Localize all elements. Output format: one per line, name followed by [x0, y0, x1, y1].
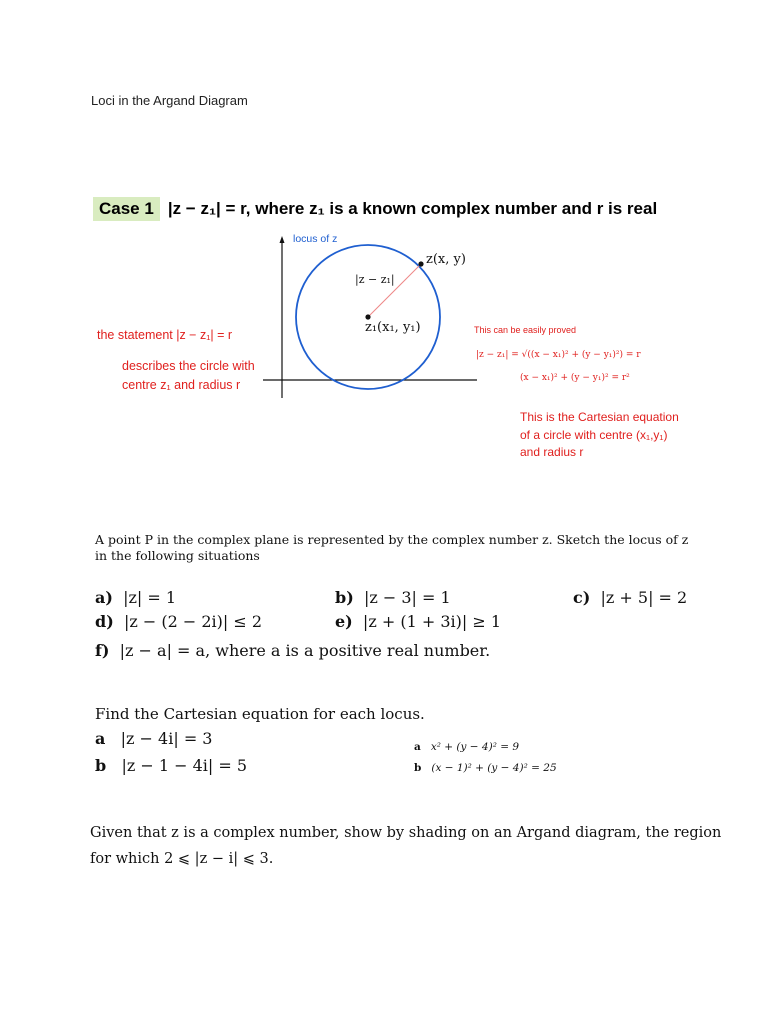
centre-point: [365, 314, 370, 319]
answer-expr: x² + (y − 4)² = 9: [430, 741, 520, 753]
answer-b: [414, 762, 557, 774]
answer-label: a: [414, 741, 421, 753]
question3-text: Given that z is a complex number, show by shading on an Argand diagram, the region for which 2 ⩽ |z − i| ⩽ 3.: [90, 825, 722, 867]
part-expr: |z + (1 + 3i)| ≥ 1: [362, 612, 502, 631]
question2-part-a: [95, 729, 212, 748]
part-expr: |z + 5| = 2: [600, 588, 688, 607]
point-z: [418, 261, 423, 266]
argand-diagram: [255, 230, 480, 400]
part-expr: |z − 3| = 1: [363, 588, 451, 607]
question1-intro: A point P in the complex plane is represented by the complex number z. Sketch the locus of z in the following situations: [95, 532, 689, 563]
proof-note: This can be easily proved: [474, 325, 577, 335]
part-label: c): [573, 588, 591, 607]
point-z-label: z(x, y): [426, 252, 466, 267]
question1-part-a: [95, 588, 176, 607]
statement-note: the statement |z − z₁| = r: [97, 328, 233, 342]
answer-expr: (x − 1)² + (y − 4)² = 25: [431, 762, 557, 774]
question1-part-d: [95, 612, 262, 631]
locus-label: locus of z: [293, 233, 338, 245]
part-label: a): [95, 588, 113, 607]
part-label: a: [95, 729, 106, 748]
part-label: e): [335, 612, 353, 631]
answer-label: b: [414, 762, 422, 774]
part-label: b: [95, 756, 107, 775]
question1-part-b: [335, 588, 451, 607]
case-header: [93, 195, 657, 223]
question2-title: Find the Cartesian equation for each locus.: [95, 705, 425, 723]
cartesian-note: This is the Cartesian equation of a circle with centre (x₁,y₁) and radius r: [520, 410, 679, 459]
part-expr: |z − (2 − 2i)| ≤ 2: [123, 612, 263, 631]
part-expr: |z − 4i| = 3: [120, 729, 213, 748]
case-heading: |z − z₁| = r, where z₁ is a known complex number and r is real: [167, 199, 658, 218]
question2-part-b: [95, 756, 247, 775]
centre-label: z₁(x₁, y₁): [365, 320, 421, 335]
case-tag: Case 1: [93, 197, 160, 221]
part-expr: |z − 1 − 4i| = 5: [121, 756, 248, 775]
question1-part-e: [335, 612, 501, 631]
radius-label: |z − z₁|: [355, 273, 395, 286]
imaginary-axis-arrow: [280, 236, 285, 243]
answer-a: [414, 741, 519, 753]
question1-part-f: [95, 641, 490, 660]
part-expr: |z − a| = a, where a is a positive real number.: [119, 641, 491, 660]
page-title: Loci in the Argand Diagram: [91, 93, 248, 108]
proof-equation-2: (x − x₁)² + (y − y₁)² = r²: [520, 373, 630, 383]
question1-part-c: [573, 588, 687, 607]
proof-equation-1: |z − z₁| = √((x − x₁)² + (y − y₁)²) = r: [476, 350, 641, 360]
description-note: describes the circle with centre z₁ and radius r: [122, 359, 255, 392]
part-label: d): [95, 612, 114, 631]
part-label: b): [335, 588, 354, 607]
part-expr: |z| = 1: [123, 588, 177, 607]
part-label: f): [95, 641, 110, 660]
radius-line: [368, 264, 421, 317]
